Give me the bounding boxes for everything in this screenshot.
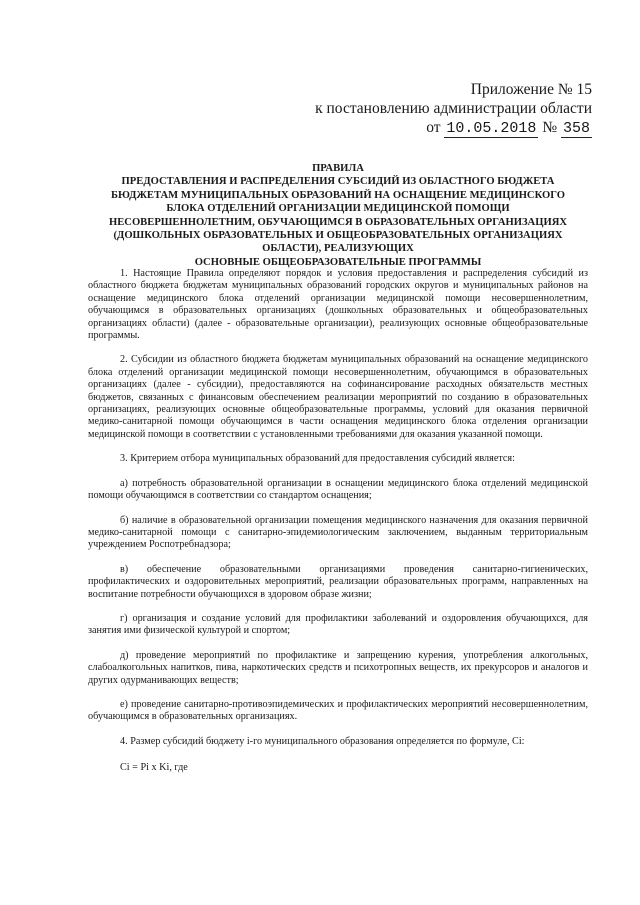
criterion-e: д) проведение мероприятий по профилактике и запрещению курения, употребления алкогольных, слабоалкогольных напитков, пива, наркотических средств и психотропных веществ, их прекурсоров и аналогов и других одурманивающих веществ;: [88, 649, 588, 686]
number-prefix: №: [542, 119, 558, 136]
paragraph-1: 1. Настоящие Правила определяют порядок и условия предоставления и распределения субсидий из областного бюджета бюджетам муниципальных образований городских округов и муниципальных районов на оснащение медицинского блока отделений организации медицинской помощи несовершеннолетним, обучающимся в образовательных организациях (дошкольных образовательных и общеобразовательных организациях области) (далее - образовательные организации), реализующих основные общеобразовательные программы.: [88, 268, 588, 342]
criterion-c: в) обеспечение образовательными организациями проведения санитарно-гигиенических, профилактических и оздоровительных мероприятий, реализации образовательных программ, направленных на воспитание потребности обучающихся в здоровом образе жизни;: [88, 563, 588, 600]
paragraph-2: 2. Субсидии из областного бюджета бюджетам муниципальных образований на оснащение медицинского блока отделений организации медицинской помощи несовершеннолетним, обучающимся в образовательных организациях (далее - субсидии), предоставляются на софинансирование расходных обязательств местных бюджетов, связанных с финансовым обеспечением реализации мероприятий по созданию в образовательных организациях, реализующих основные общеобразовательные программы, условий для оказания первичной медико-санитарной помощи обучающимся в части оснащения медицинского блока отделения организации медицинской помощи в соответствии с установленными требованиями для оказания указанной помощи.: [88, 354, 588, 440]
title-line: ПРЕДОСТАВЛЕНИЯ И РАСПРЕДЕЛЕНИЯ СУБСИДИЙ ИЗ ОБЛАСТНОГО БЮДЖЕТА: [121, 176, 555, 188]
title-line: БЛОКА ОТДЕЛЕНИЙ ОРГАНИЗАЦИИ МЕДИЦИНСКОЙ ПОМОЩИ: [166, 203, 510, 215]
title-line: НЕСОВЕРШЕННОЛЕТНИМ, ОБУЧАЮЩИМСЯ В ОБРАЗОВАТЕЛЬНЫХ ОРГАНИЗАЦИЯХ: [108, 216, 567, 228]
document-title: [88, 162, 588, 269]
title-line: ПРАВИЛА: [312, 163, 364, 174]
paragraph-4: 4. Размер субсидий бюджету i-го муниципального образования определяется по формуле, Ci:: [120, 735, 525, 747]
appendix-reference: к постановлению администрации области: [315, 100, 592, 117]
document-body: [88, 268, 588, 787]
appendix-date-line: [292, 118, 592, 138]
criterion-f: е) проведение санитарно-противоэпидемических и профилактических мероприятий несовершеннолетним, обучающимся в образовательных организациях.: [88, 698, 588, 723]
title-line: (ДОШКОЛЬНЫХ ОБРАЗОВАТЕЛЬНЫХ И ОБЩЕОБРАЗОВАТЕЛЬНЫХ ОРГАНИЗАЦИЯХ: [113, 230, 563, 242]
formula: Ci = Pi x Ki, где: [120, 762, 188, 774]
appendix-header: [292, 80, 592, 138]
paragraph-3: 3. Критерием отбора муниципальных образований для предоставления субсидий является:: [120, 453, 515, 465]
date-prefix: от: [426, 119, 441, 136]
criterion-d: г) организация и создание условий для профилактики заболеваний и оздоровления обучающихся, для занятия ими физической культурой и спортом;: [88, 612, 588, 637]
criterion-b: б) наличие в образовательной организации помещения медицинского назначения для оказания первичной медико-санитарной помощи с санитарно-эпидемиологическим заключением, выданным территориальным учреждением Роспотребнадзора;: [88, 514, 588, 551]
criterion-a: а) потребность образовательной организации в оснащении медицинского блока отделений медицинской помощи обучающимся в соответствии со стандартом оснащения;: [88, 477, 588, 502]
title-line: ОСНОВНЫЕ ОБЩЕОБРАЗОВАТЕЛЬНЫЕ ПРОГРАММЫ: [194, 256, 482, 268]
date-value: 10.05.2018: [446, 120, 537, 137]
number-value: 358: [562, 120, 590, 137]
title-line: БЮДЖЕТАМ МУНИЦИПАЛЬНЫХ ОБРАЗОВАНИЙ НА ОСНАЩЕНИЕ МЕДИЦИНСКОГО: [111, 189, 565, 201]
title-line: ОБЛАСТИ), РЕАЛИЗУЮЩИХ: [262, 243, 414, 255]
appendix-number: Приложение № 15: [470, 81, 592, 98]
